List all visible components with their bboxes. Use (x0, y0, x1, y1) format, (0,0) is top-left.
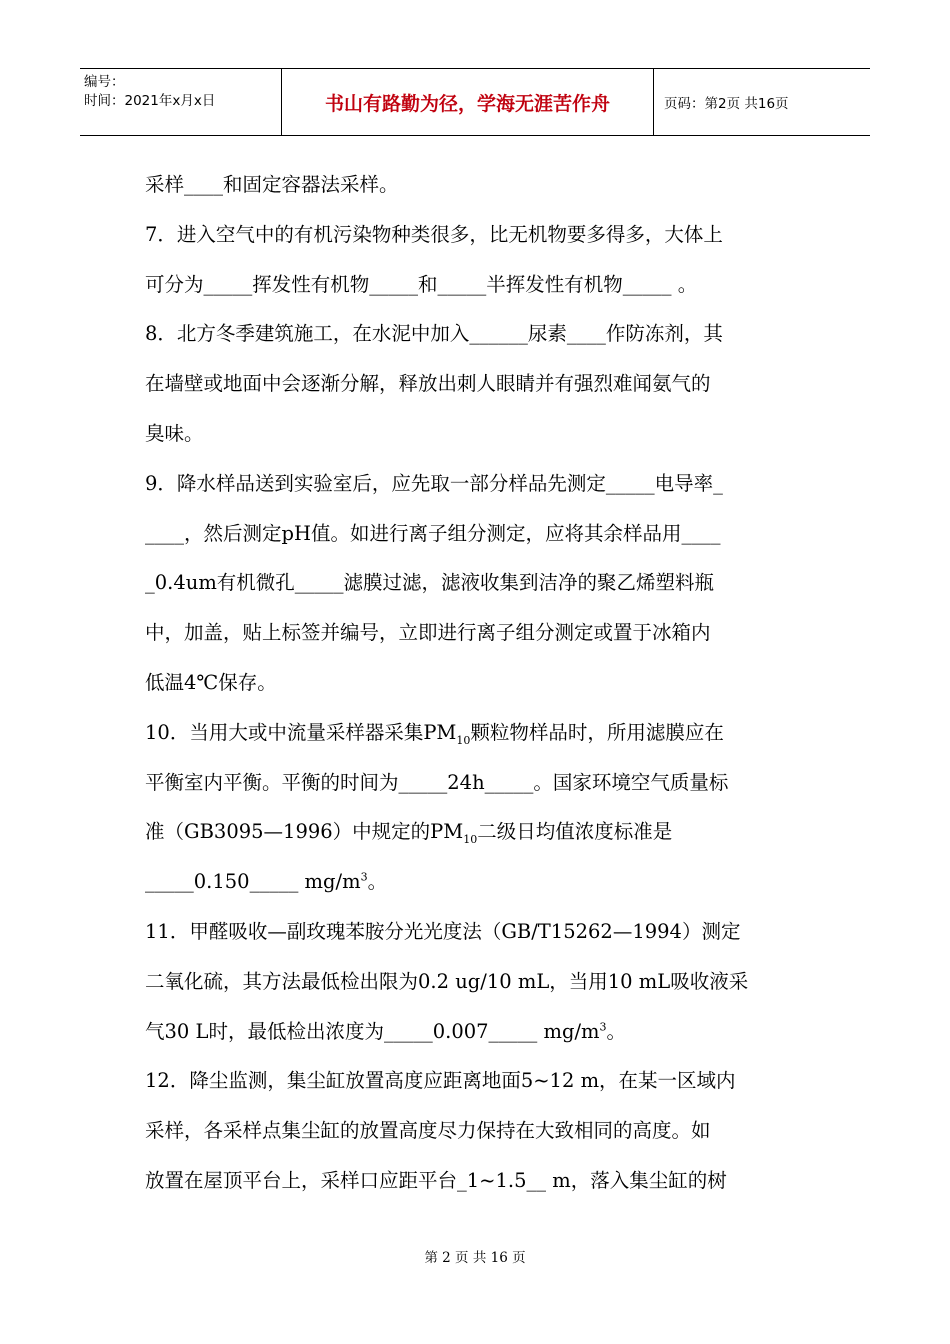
text-line: 9．降水样品送到实验室后，应先取一部分样品先测定_____电导率_ (145, 471, 723, 495)
text-line-q11-answer (145, 1007, 815, 1057)
text-line-q10 (145, 708, 815, 758)
page-header (80, 68, 870, 136)
document-date: 时间：2021年x月x日 (84, 93, 216, 109)
text-span: 颗粒物样品时，所用滤膜应在 (470, 720, 724, 744)
superscript: 3 (360, 870, 368, 884)
motto-text: 书山有路勤为径，学海无涯苦作舟 (324, 92, 610, 115)
text-line: 采样____和固定容器法采样。 (145, 173, 399, 196)
header-meta (80, 69, 282, 135)
text-line: ____，然后测定pH值。如进行离子组分测定，应将其余样品用____ (145, 521, 721, 545)
text-span: 。 (606, 1019, 627, 1043)
text-line: 采样，各采样点集尘缸的放置高度尽力保持在大致相同的高度。如 (145, 1119, 711, 1143)
superscript: 3 (599, 1020, 607, 1034)
text-span: 10．当用大或中流量采样器采集PM (145, 720, 457, 744)
subscript: 10 (456, 733, 471, 747)
text-line: 二氧化硫，其方法最低检出限为0.2 ug/10 mL，当用10 mL吸收液采 (145, 969, 749, 993)
text-line: 7．进入空气中的有机污染物种类很多，比无机物要多得多，大体上 (145, 222, 723, 246)
text-span: 气30 L时，最低检出浓度为_____0.007_____ mg/m (145, 1019, 600, 1043)
text-line: 中，加盖，贴上标签并编号，立即进行离子组分测定或置于冰箱内 (145, 621, 711, 645)
subscript: 10 (463, 833, 478, 847)
text-line: 11．甲醛吸收—副玫瑰苯胺分光光度法（GB/T15262—1994）测定 (145, 919, 741, 943)
text-span: 二级日均值浓度标准是 (477, 820, 673, 844)
text-line: 可分为_____挥发性有机物_____和_____半挥发性有机物_____ 。 (145, 272, 698, 296)
text-span: 。 (367, 870, 388, 894)
text-line: 臭味。 (145, 421, 204, 445)
document-number: 编号： (84, 74, 125, 90)
text-line: 平衡室内平衡。平衡的时间为_____24h_____。国家环境空气质量标 (145, 770, 729, 794)
text-line: 12．降尘监测，集尘缸放置高度应距离地面5~12 m，在某一区域内 (145, 1069, 736, 1093)
header-page-info (654, 69, 870, 135)
document-body (145, 160, 815, 1206)
text-line: 低温4℃保存。 (145, 670, 277, 694)
text-line: 在墙壁或地面中会逐渐分解，释放出刺人眼睛并有强烈难闻氨气的 (145, 372, 711, 396)
header-motto (282, 69, 654, 135)
text-span: _____0.150_____ mg/m (145, 870, 361, 894)
text-line: _0.4um有机微孔_____滤膜过滤，滤液收集到洁净的聚乙烯塑料瓶 (145, 571, 715, 595)
page-footer: 第 2 页 共 16 页 (424, 1250, 526, 1266)
text-line: 放置在屋顶平台上，采样口应距平台_1~1.5__ m，落入集尘缸的树 (145, 1168, 727, 1192)
text-line-q10-standard (145, 807, 815, 857)
text-span: 准（GB3095—1996）中规定的PM (145, 820, 464, 844)
text-line: 8．北方冬季建筑施工，在水泥中加入______尿素____作防冻剂，其 (145, 322, 723, 346)
page-info-text: 页码：第2页 共16页 (664, 96, 789, 112)
text-line-q10-answer (145, 857, 815, 907)
